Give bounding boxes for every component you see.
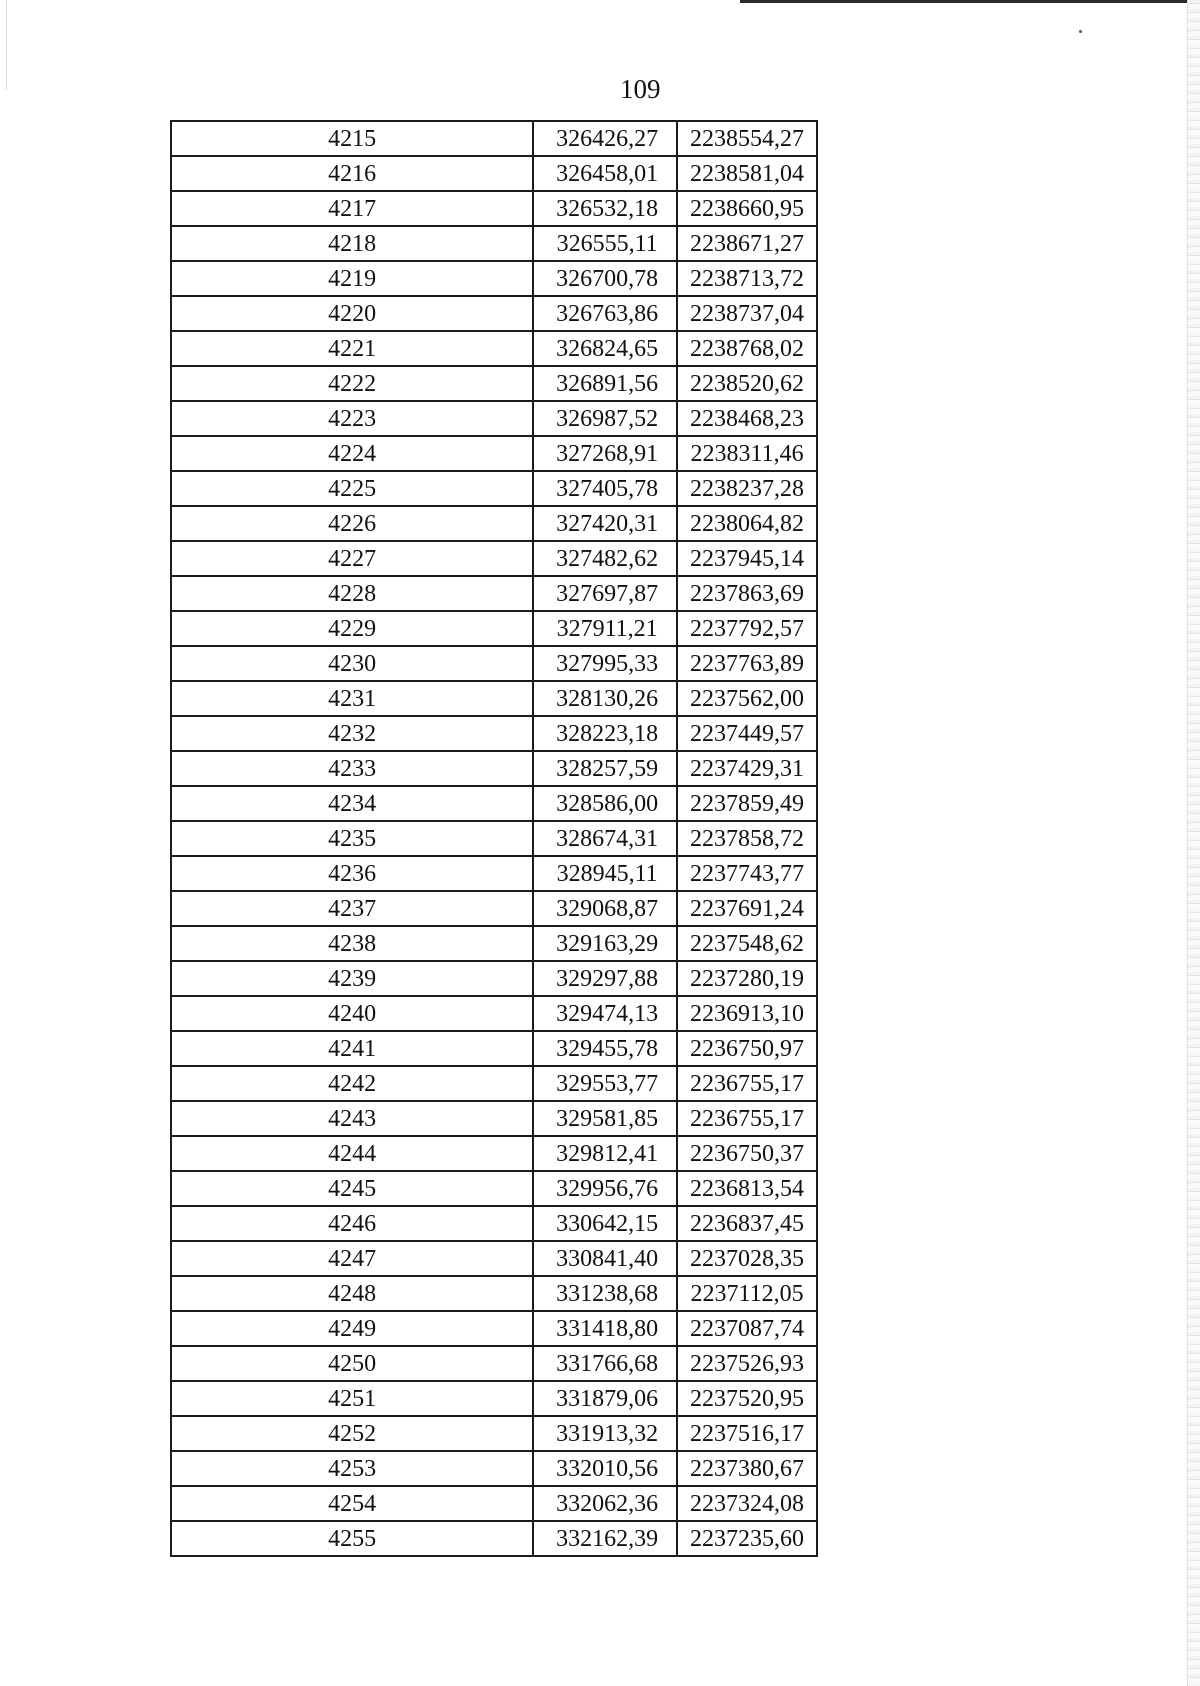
x-coordinate-cell: 331418,80 [533,1311,677,1346]
y-coordinate-cell: 2237235,60 [677,1521,817,1556]
table-row [171,121,817,156]
table-row [171,786,817,821]
table-row [171,1346,817,1381]
point-number-cell: 4232 [171,716,533,751]
x-coordinate-cell: 327911,21 [533,611,677,646]
point-number-cell: 4247 [171,1241,533,1276]
table-row [171,401,817,436]
point-number-cell: 4251 [171,1381,533,1416]
y-coordinate-cell: 2238064,82 [677,506,817,541]
x-coordinate-cell: 326555,11 [533,226,677,261]
table-row [171,1101,817,1136]
x-coordinate-cell: 328130,26 [533,681,677,716]
point-number-cell: 4230 [171,646,533,681]
y-coordinate-cell: 2238468,23 [677,401,817,436]
point-number-cell: 4234 [171,786,533,821]
point-number-cell: 4246 [171,1206,533,1241]
y-coordinate-cell: 2238768,02 [677,331,817,366]
y-coordinate-cell: 2236755,17 [677,1066,817,1101]
y-coordinate-cell: 2237449,57 [677,716,817,751]
y-coordinate-cell: 2237087,74 [677,1311,817,1346]
point-number-cell: 4225 [171,471,533,506]
point-number-cell: 4240 [171,996,533,1031]
x-coordinate-cell: 327405,78 [533,471,677,506]
x-coordinate-cell: 329455,78 [533,1031,677,1066]
table-row [171,191,817,226]
x-coordinate-cell: 331766,68 [533,1346,677,1381]
x-coordinate-cell: 327697,87 [533,576,677,611]
x-coordinate-cell: 326532,18 [533,191,677,226]
table-row [171,1206,817,1241]
y-coordinate-cell: 2237112,05 [677,1276,817,1311]
page-number: 109 [620,74,661,104]
y-coordinate-cell: 2236837,45 [677,1206,817,1241]
y-coordinate-cell: 2237028,35 [677,1241,817,1276]
table-row [171,856,817,891]
table-row [171,1241,817,1276]
point-number-cell: 4231 [171,681,533,716]
table-row [171,541,817,576]
point-number-cell: 4217 [171,191,533,226]
point-number-cell: 4243 [171,1101,533,1136]
x-coordinate-cell: 326987,52 [533,401,677,436]
point-number-cell: 4220 [171,296,533,331]
point-number-cell: 4245 [171,1171,533,1206]
scan-speck [1079,30,1082,33]
table-row [171,1381,817,1416]
point-number-cell: 4229 [171,611,533,646]
x-coordinate-cell: 327268,91 [533,436,677,471]
point-number-cell: 4253 [171,1451,533,1486]
y-coordinate-cell: 2237743,77 [677,856,817,891]
x-coordinate-cell: 328674,31 [533,821,677,856]
y-coordinate-cell: 2238581,04 [677,156,817,191]
x-coordinate-cell: 326458,01 [533,156,677,191]
y-coordinate-cell: 2237859,49 [677,786,817,821]
x-coordinate-cell: 329474,13 [533,996,677,1031]
y-coordinate-cell: 2237792,57 [677,611,817,646]
y-coordinate-cell: 2238737,04 [677,296,817,331]
table-row [171,961,817,996]
point-number-cell: 4254 [171,1486,533,1521]
table-row [171,1276,817,1311]
table-row [171,576,817,611]
table-row [171,821,817,856]
x-coordinate-cell: 329163,29 [533,926,677,961]
point-number-cell: 4238 [171,926,533,961]
table-row [171,156,817,191]
table-row [171,1521,817,1556]
y-coordinate-cell: 2237858,72 [677,821,817,856]
y-coordinate-cell: 2238671,27 [677,226,817,261]
y-coordinate-cell: 2238237,28 [677,471,817,506]
point-number-cell: 4222 [171,366,533,401]
point-number-cell: 4252 [171,1416,533,1451]
x-coordinate-cell: 329553,77 [533,1066,677,1101]
y-coordinate-cell: 2237516,17 [677,1416,817,1451]
table-row [171,891,817,926]
y-coordinate-cell: 2238311,46 [677,436,817,471]
table-row [171,751,817,786]
x-coordinate-cell: 329812,41 [533,1136,677,1171]
x-coordinate-cell: 328945,11 [533,856,677,891]
table-row [171,1311,817,1346]
table-row [171,1066,817,1101]
x-coordinate-cell: 328223,18 [533,716,677,751]
table-row [171,996,817,1031]
y-coordinate-cell: 2238520,62 [677,366,817,401]
x-coordinate-cell: 332010,56 [533,1451,677,1486]
table-row [171,471,817,506]
x-coordinate-cell: 332062,36 [533,1486,677,1521]
point-number-cell: 4226 [171,506,533,541]
scan-margin-mark [6,0,7,90]
x-coordinate-cell: 329956,76 [533,1171,677,1206]
point-number-cell: 4218 [171,226,533,261]
y-coordinate-cell: 2237380,67 [677,1451,817,1486]
x-coordinate-cell: 328586,00 [533,786,677,821]
x-coordinate-cell: 329297,88 [533,961,677,996]
y-coordinate-cell: 2236750,37 [677,1136,817,1171]
point-number-cell: 4255 [171,1521,533,1556]
table-row [171,1451,817,1486]
point-number-cell: 4221 [171,331,533,366]
point-number-cell: 4242 [171,1066,533,1101]
x-coordinate-cell: 328257,59 [533,751,677,786]
table-row [171,331,817,366]
table-row [171,506,817,541]
x-coordinate-cell: 330642,15 [533,1206,677,1241]
x-coordinate-cell: 327420,31 [533,506,677,541]
scan-page-edge [1187,0,1200,1686]
y-coordinate-cell: 2238713,72 [677,261,817,296]
table-row [171,681,817,716]
table-row [171,646,817,681]
x-coordinate-cell: 326700,78 [533,261,677,296]
table-row [171,926,817,961]
y-coordinate-cell: 2237548,62 [677,926,817,961]
y-coordinate-cell: 2238660,95 [677,191,817,226]
x-coordinate-cell: 326824,65 [533,331,677,366]
x-coordinate-cell: 331879,06 [533,1381,677,1416]
point-number-cell: 4224 [171,436,533,471]
point-number-cell: 4228 [171,576,533,611]
point-number-cell: 4237 [171,891,533,926]
table-row [171,366,817,401]
table-row [171,611,817,646]
x-coordinate-cell: 332162,39 [533,1521,677,1556]
x-coordinate-cell: 326763,86 [533,296,677,331]
point-number-cell: 4219 [171,261,533,296]
point-number-cell: 4223 [171,401,533,436]
x-coordinate-cell: 326426,27 [533,121,677,156]
y-coordinate-cell: 2237763,89 [677,646,817,681]
y-coordinate-cell: 2237945,14 [677,541,817,576]
y-coordinate-cell: 2238554,27 [677,121,817,156]
y-coordinate-cell: 2237429,31 [677,751,817,786]
x-coordinate-cell: 326891,56 [533,366,677,401]
x-coordinate-cell: 329068,87 [533,891,677,926]
table-row [171,1416,817,1451]
point-number-cell: 4235 [171,821,533,856]
point-number-cell: 4215 [171,121,533,156]
x-coordinate-cell: 327995,33 [533,646,677,681]
table-row [171,716,817,751]
y-coordinate-cell: 2236755,17 [677,1101,817,1136]
point-number-cell: 4233 [171,751,533,786]
x-coordinate-cell: 329581,85 [533,1101,677,1136]
table-row [171,1486,817,1521]
point-number-cell: 4250 [171,1346,533,1381]
y-coordinate-cell: 2236750,97 [677,1031,817,1066]
point-number-cell: 4244 [171,1136,533,1171]
point-number-cell: 4236 [171,856,533,891]
y-coordinate-cell: 2237691,24 [677,891,817,926]
coordinates-table-body [171,121,817,1556]
y-coordinate-cell: 2236913,10 [677,996,817,1031]
y-coordinate-cell: 2236813,54 [677,1171,817,1206]
y-coordinate-cell: 2237526,93 [677,1346,817,1381]
y-coordinate-cell: 2237863,69 [677,576,817,611]
table-row [171,1171,817,1206]
table-row [171,261,817,296]
point-number-cell: 4239 [171,961,533,996]
y-coordinate-cell: 2237280,19 [677,961,817,996]
point-number-cell: 4216 [171,156,533,191]
y-coordinate-cell: 2237562,00 [677,681,817,716]
y-coordinate-cell: 2237324,08 [677,1486,817,1521]
x-coordinate-cell: 331238,68 [533,1276,677,1311]
x-coordinate-cell: 330841,40 [533,1241,677,1276]
table-row [171,436,817,471]
y-coordinate-cell: 2237520,95 [677,1381,817,1416]
table-row [171,1136,817,1171]
point-number-cell: 4248 [171,1276,533,1311]
point-number-cell: 4227 [171,541,533,576]
table-row [171,226,817,261]
x-coordinate-cell: 331913,32 [533,1416,677,1451]
table-row [171,1031,817,1066]
x-coordinate-cell: 327482,62 [533,541,677,576]
point-number-cell: 4249 [171,1311,533,1346]
coordinates-table [170,120,818,1557]
point-number-cell: 4241 [171,1031,533,1066]
scan-border-line [740,0,1200,3]
table-row [171,296,817,331]
